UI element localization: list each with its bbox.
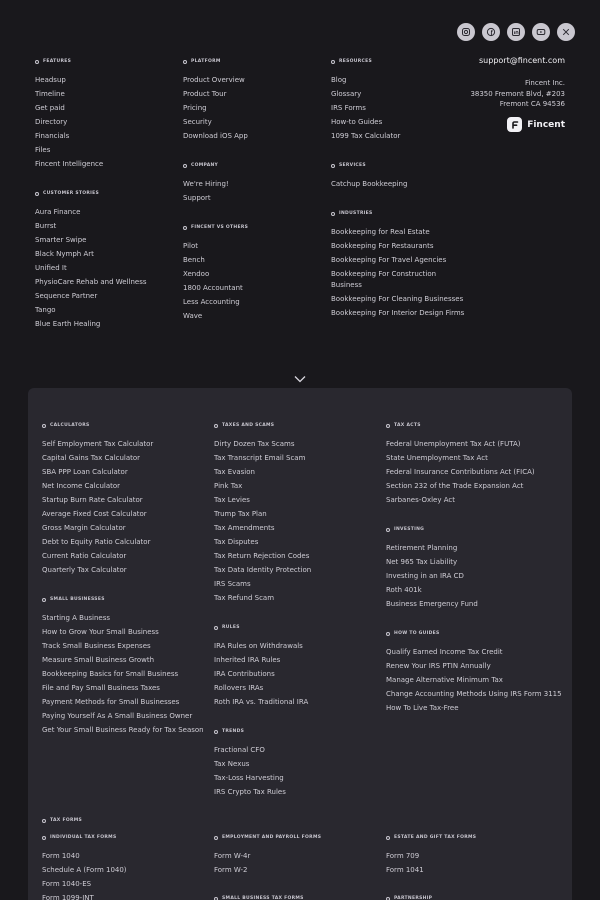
panel-link[interactable]: Average Fixed Cost Calculator bbox=[42, 510, 147, 518]
panel-link[interactable]: Debt to Equity Ratio Calculator bbox=[42, 538, 151, 546]
panel-link[interactable]: IRA Rules on Withdrawals bbox=[214, 642, 303, 650]
panel-link[interactable]: Business Emergency Fund bbox=[386, 600, 478, 608]
panel-link[interactable]: File and Pay Small Business Taxes bbox=[42, 684, 160, 692]
panel-link[interactable]: Rollovers IRAs bbox=[214, 684, 264, 692]
footer-link[interactable]: Glossary bbox=[331, 90, 362, 98]
footer-link[interactable]: Aura Finance bbox=[35, 208, 81, 216]
fincent-logo-icon bbox=[507, 117, 522, 132]
footer-link[interactable]: Bookkeeping For Interior Design Firms bbox=[331, 308, 465, 317]
small-business-tax-forms-heading: SMALL BUSINESS TAX FORMS bbox=[214, 896, 304, 900]
panel-link[interactable]: Quarterly Tax Calculator bbox=[42, 566, 127, 574]
customer-stories-list bbox=[35, 205, 147, 331]
footer-link[interactable]: Black Nymph Art bbox=[35, 250, 94, 258]
how-to-guides-heading: HOW TO GUIDES bbox=[386, 631, 440, 636]
panel-link[interactable]: Qualify Earned Income Tax Credit bbox=[386, 648, 503, 656]
panel-link[interactable]: Self Employment Tax Calculator bbox=[42, 440, 154, 448]
footer-link[interactable]: 1099 Tax Calculator bbox=[331, 132, 401, 140]
bullet-icon bbox=[331, 164, 335, 168]
estate-gift-tax-forms-heading: ESTATE AND GIFT TAX FORMS bbox=[386, 835, 476, 840]
panel-link[interactable]: Form 709 bbox=[386, 852, 420, 860]
industries-heading: INDUSTRIES bbox=[331, 211, 373, 216]
individual-tax-forms-heading: INDIVIDUAL TAX FORMS bbox=[42, 835, 117, 840]
panel-link[interactable]: Capital Gains Tax Calculator bbox=[42, 454, 141, 462]
panel-link[interactable]: Trump Tax Plan bbox=[214, 510, 267, 518]
panel-link[interactable]: Roth IRA vs. Traditional IRA bbox=[214, 698, 309, 706]
taxes-and-scams-list bbox=[214, 437, 311, 605]
resources-heading: RESOURCES bbox=[331, 59, 372, 64]
footer-link[interactable]: Fincent Intelligence bbox=[35, 160, 104, 168]
small-businesses-heading: SMALL BUSINESSES bbox=[42, 597, 105, 602]
panel-link[interactable]: Federal Insurance Contributions Act (FICA) bbox=[386, 468, 535, 476]
x-icon[interactable] bbox=[557, 23, 575, 41]
footer-link[interactable]: Blue Earth Healing bbox=[35, 320, 101, 328]
footer-link[interactable]: How-to Guides bbox=[331, 118, 383, 126]
panel-link[interactable]: Sarbanes-Oxley Act bbox=[386, 496, 455, 504]
taxes-and-scams-heading: TAXES AND SCAMS bbox=[214, 423, 274, 428]
panel-link[interactable]: Change Accounting Methods Using IRS Form 3115 bbox=[386, 690, 562, 698]
panel-link[interactable]: Tax Levies bbox=[214, 496, 250, 504]
how-to-guides-list bbox=[386, 645, 562, 715]
industries-list bbox=[331, 225, 464, 320]
footer-link[interactable]: Unified It bbox=[35, 264, 67, 272]
bullet-icon bbox=[214, 897, 218, 900]
panel-link[interactable]: Fractional CFO bbox=[214, 746, 265, 754]
employment-payroll-forms-list bbox=[214, 849, 250, 877]
bullet-icon bbox=[386, 897, 390, 900]
company-name: Fincent Inc. bbox=[524, 79, 565, 87]
footer-link[interactable]: Smarter Swipe bbox=[35, 236, 87, 244]
panel-link[interactable]: Renew Your IRS PTIN Annually bbox=[386, 662, 491, 670]
bullet-icon bbox=[42, 836, 46, 840]
panel-link[interactable]: Pink Tax bbox=[214, 482, 243, 490]
company-heading: COMPANY bbox=[183, 163, 218, 168]
panel-link[interactable]: Form 1040 bbox=[42, 852, 80, 860]
facebook-icon[interactable] bbox=[482, 23, 500, 41]
investing-list bbox=[386, 541, 478, 611]
fincent-vs-others-list bbox=[183, 239, 243, 323]
panel-link[interactable]: Tax-Loss Harvesting bbox=[214, 774, 284, 782]
panel-link[interactable]: Measure Small Business Growth bbox=[42, 656, 155, 664]
footer-link[interactable]: Bookkeeping For Construction Business bbox=[331, 270, 437, 289]
bullet-icon bbox=[42, 424, 46, 428]
social-links bbox=[457, 23, 575, 41]
small-businesses-list bbox=[42, 611, 204, 737]
panel-link[interactable]: Federal Unemployment Tax Act (FUTA) bbox=[386, 440, 521, 448]
footer-link[interactable]: Less Accounting bbox=[183, 298, 240, 306]
features-heading: FEATURES bbox=[35, 59, 71, 64]
footer-link[interactable]: PhysioCare Rehab and Wellness bbox=[35, 278, 147, 286]
panel-link[interactable]: Payment Methods for Small Businesses bbox=[42, 698, 180, 706]
platform-list bbox=[183, 73, 248, 143]
footer-link[interactable]: Blog bbox=[331, 76, 347, 84]
panel-link[interactable]: Retirement Planning bbox=[386, 544, 458, 552]
footer-link[interactable]: Wave bbox=[183, 312, 203, 320]
partnership-heading: PARTNERSHIP bbox=[386, 896, 432, 900]
trends-list bbox=[214, 743, 286, 799]
panel-link[interactable]: SBA PPP Loan Calculator bbox=[42, 468, 128, 476]
footer-link[interactable]: Tango bbox=[35, 306, 56, 314]
panel-link[interactable]: Manage Alternative Minimum Tax bbox=[386, 676, 503, 684]
support-email-link[interactable]: support@fincent.com bbox=[479, 56, 565, 65]
brand-name: Fincent bbox=[527, 119, 565, 130]
bullet-icon bbox=[214, 424, 218, 428]
footer-link[interactable]: Catchup Bookkeeping bbox=[331, 180, 408, 188]
footer-link[interactable]: IRS Forms bbox=[331, 104, 366, 112]
customer-stories-heading: CUSTOMER STORIES bbox=[35, 191, 99, 196]
panel-link[interactable]: How to Grow Your Small Business bbox=[42, 628, 159, 636]
company-list bbox=[183, 177, 229, 205]
footer-link[interactable]: Bookkeeping For Cleaning Businesses bbox=[331, 294, 464, 303]
footer-link[interactable]: Security bbox=[183, 118, 212, 126]
panel-link[interactable]: Startup Burn Rate Calculator bbox=[42, 496, 143, 504]
panel-link[interactable]: Form 1041 bbox=[386, 866, 424, 874]
panel-link[interactable]: IRS Crypto Tax Rules bbox=[214, 788, 286, 796]
chevron-down-icon[interactable] bbox=[294, 368, 306, 387]
footer-link[interactable]: Product Overview bbox=[183, 76, 245, 84]
panel-link[interactable]: Current Ratio Calculator bbox=[42, 552, 127, 560]
footer-link[interactable]: Bookkeeping for Real Estate bbox=[331, 228, 430, 236]
employment-payroll-forms-heading: EMPLOYMENT AND PAYROLL FORMS bbox=[214, 835, 321, 840]
investing-heading: INVESTING bbox=[386, 527, 424, 532]
panel-link[interactable]: Section 232 of the Trade Expansion Act bbox=[386, 482, 524, 490]
footer-link[interactable]: Bookkeeping For Travel Agencies bbox=[331, 256, 447, 264]
panel-link[interactable]: Schedule A (Form 1040) bbox=[42, 866, 127, 874]
rules-heading: RULES bbox=[214, 625, 240, 630]
bullet-icon bbox=[35, 60, 39, 64]
services-list bbox=[331, 177, 407, 191]
resources-list bbox=[331, 73, 400, 143]
calculators-list bbox=[42, 437, 153, 577]
panel-link[interactable]: Tax Return Rejection Codes bbox=[214, 552, 310, 560]
footer-link[interactable]: Xendoo bbox=[183, 270, 210, 278]
services-heading: SERVICES bbox=[331, 163, 366, 168]
footer-link[interactable]: Headsup bbox=[35, 76, 66, 84]
footer-link[interactable]: Get paid bbox=[35, 104, 65, 112]
bullet-icon bbox=[386, 632, 390, 636]
panel-link[interactable]: Starting A Business bbox=[42, 614, 111, 622]
panel-link[interactable]: Roth 401k bbox=[386, 586, 422, 594]
footer-link[interactable]: Bookkeeping For Restaurants bbox=[331, 242, 434, 250]
panel-link[interactable]: How To Live Tax-Free bbox=[386, 704, 459, 712]
linkedin-icon[interactable] bbox=[507, 23, 525, 41]
panel-link[interactable]: Tax Disputes bbox=[214, 538, 259, 546]
bullet-icon bbox=[214, 626, 218, 630]
panel-link[interactable]: Form W-2 bbox=[214, 866, 248, 874]
footer-link[interactable]: Pilot bbox=[183, 242, 198, 250]
bullet-icon bbox=[386, 836, 390, 840]
footer-link[interactable]: Bench bbox=[183, 256, 205, 264]
footer-link[interactable]: Download iOS App bbox=[183, 132, 248, 140]
footer-link[interactable]: Burrst bbox=[35, 222, 57, 230]
panel-link[interactable]: Tax Evasion bbox=[214, 468, 255, 476]
tax-acts-list bbox=[386, 437, 535, 507]
footer-link[interactable]: 1800 Accountant bbox=[183, 284, 243, 292]
panel-link[interactable]: Bookkeeping Basics for Small Business bbox=[42, 670, 179, 678]
tax-forms-heading: TAX FORMS bbox=[42, 818, 82, 823]
bullet-icon bbox=[183, 226, 187, 230]
panel-link[interactable]: Form 1040-ES bbox=[42, 880, 92, 888]
footer-link[interactable]: Support bbox=[183, 194, 211, 202]
platform-heading: PLATFORM bbox=[183, 59, 221, 64]
rules-list bbox=[214, 639, 308, 709]
footer-link[interactable]: Timeline bbox=[35, 90, 65, 98]
panel-link[interactable]: IRA Contributions bbox=[214, 670, 275, 678]
bullet-icon bbox=[214, 836, 218, 840]
panel-link[interactable]: Track Small Business Expenses bbox=[42, 642, 151, 650]
bullet-icon bbox=[386, 528, 390, 532]
panel-link[interactable]: Gross Margin Calculator bbox=[42, 524, 126, 532]
panel-link[interactable]: Tax Nexus bbox=[214, 760, 250, 768]
bullet-icon bbox=[331, 60, 335, 64]
footer-link[interactable]: Financials bbox=[35, 132, 70, 140]
panel-link[interactable]: State Unemployment Tax Act bbox=[386, 454, 488, 462]
footer-link[interactable]: Pricing bbox=[183, 104, 207, 112]
panel-link[interactable]: Dirty Dozen Tax Scams bbox=[214, 440, 295, 448]
bullet-icon bbox=[331, 212, 335, 216]
footer-link[interactable]: Product Tour bbox=[183, 90, 227, 98]
bullet-icon bbox=[183, 60, 187, 64]
bullet-icon bbox=[183, 164, 187, 168]
panel-link[interactable]: Inherited IRA Rules bbox=[214, 656, 281, 664]
address-line: Fremont CA 94536 bbox=[499, 100, 565, 108]
calculators-heading: CALCULATORS bbox=[42, 423, 90, 428]
panel-link[interactable]: Form W-4r bbox=[214, 852, 251, 860]
bullet-icon bbox=[386, 424, 390, 428]
panel-link[interactable]: Tax Data Identity Protection bbox=[214, 566, 312, 574]
panel-link[interactable]: Form 1099-INT bbox=[42, 894, 94, 900]
panel-link[interactable]: IRS Scams bbox=[214, 580, 251, 588]
footer-link[interactable]: Sequence Partner bbox=[35, 292, 98, 300]
panel-link[interactable]: Tax Amendments bbox=[214, 524, 275, 532]
estate-gift-tax-forms-list bbox=[386, 849, 424, 877]
footer-link[interactable]: We're Hiring! bbox=[183, 180, 229, 188]
footer-link[interactable]: Directory bbox=[35, 118, 68, 126]
panel-link[interactable]: Paying Yourself As A Small Business Owner bbox=[42, 712, 193, 720]
panel-link[interactable]: Tax Transcript Email Scam bbox=[214, 454, 306, 462]
bullet-icon bbox=[214, 730, 218, 734]
youtube-icon[interactable] bbox=[532, 23, 550, 41]
fincent-vs-others-heading: FINCENT VS OTHERS bbox=[183, 225, 248, 230]
bullet-icon bbox=[42, 819, 46, 823]
instagram-icon[interactable] bbox=[457, 23, 475, 41]
panel-link[interactable]: Investing in an IRA CD bbox=[386, 572, 464, 580]
panel-link[interactable]: Tax Refund Scam bbox=[214, 594, 275, 602]
bullet-icon bbox=[35, 192, 39, 196]
company-address bbox=[470, 78, 565, 110]
tax-acts-heading: TAX ACTS bbox=[386, 423, 421, 428]
panel-link[interactable]: Net Income Calculator bbox=[42, 482, 121, 490]
footer-link[interactable]: Files bbox=[35, 146, 51, 154]
features-list bbox=[35, 73, 103, 171]
address-line: 38350 Fremont Blvd, #203 bbox=[470, 89, 565, 98]
trends-heading: TRENDS bbox=[214, 729, 244, 734]
panel-link[interactable]: Get Your Small Business Ready for Tax Season bbox=[42, 726, 204, 734]
fincent-logo[interactable] bbox=[507, 117, 565, 132]
bullet-icon bbox=[42, 598, 46, 602]
individual-tax-forms-list bbox=[42, 849, 127, 900]
panel-link[interactable]: Net 965 Tax Liability bbox=[386, 558, 458, 566]
